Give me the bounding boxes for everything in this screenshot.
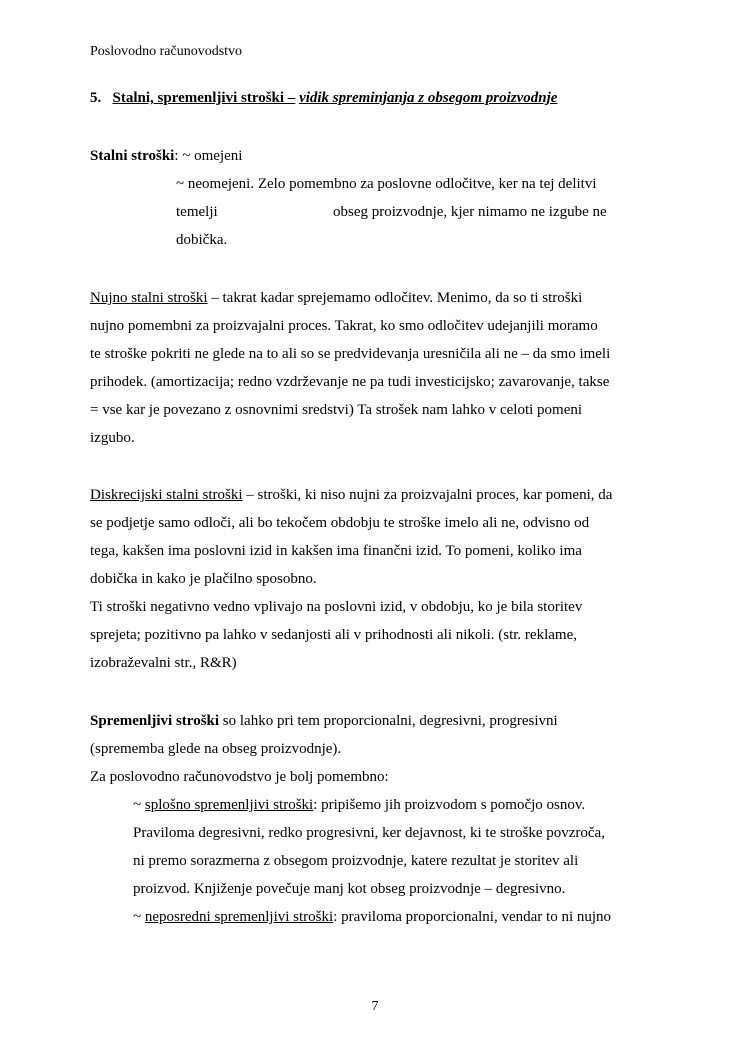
stalni-term: Stalni stroški — [90, 148, 175, 164]
section-heading — [90, 89, 557, 107]
nujno-line1-text: – takrat kadar sprejemamo odločitev. Menimo, da so ti stroški — [207, 290, 583, 306]
spremenljivi-line-3: Za poslovodno računovodstvo je bolj pomembno: — [90, 769, 389, 785]
diskrecijski-line-2: se podjetje samo odloči, ali bo tekočem obdobju te stroške imelo ali ne, odvisno od — [90, 515, 590, 531]
nujno-line-2: nujno pomembni za proizvajalni proces. Takrat, ko smo odločitev udejanjili moramo — [90, 318, 598, 334]
diskrecijski-line-4: dobička in kako je plačilno sposobno. — [90, 571, 317, 587]
diskrecijski-term: Diskrecijski stalni stroški — [90, 487, 243, 503]
nujno-line-1 — [90, 289, 582, 307]
spremenljivi-term: Spremenljivi stroški — [90, 713, 220, 729]
section-title-italic: vidik spreminjanja z obsegom proizvodnje — [299, 90, 558, 106]
nujno-term: Nujno stalni stroški — [90, 290, 208, 306]
stalni-line-1 — [90, 147, 242, 165]
splosno-prefix: ~ — [133, 797, 145, 813]
page-number: 7 — [371, 999, 379, 1014]
splosno-item-line-4: proizvod. Knjiženje povečuje manj kot obseg proizvodnje – degresivno. — [133, 881, 566, 897]
neposredni-item-line-1 — [133, 908, 611, 926]
splosno-term: splošno spremenljivi stroški — [144, 797, 314, 813]
spremenljivi-line-1 — [90, 712, 558, 730]
neposredni-term: neposredni spremenljivi stroški — [144, 909, 334, 925]
splosno-item-line-3: ni premo sorazmerna z obsegom proizvodnje, katere rezultat je storitev ali — [133, 853, 579, 869]
stalni-line1-text: : ~ omejeni — [174, 148, 243, 164]
stalni-line-4: dobička. — [176, 232, 228, 248]
diskrecijski-line-5: Ti stroški negativno vedno vplivajo na poslovni izid, v obdobju, ko je bila storitev — [90, 599, 583, 615]
stalni-line-3a: temelji — [176, 204, 218, 220]
nujno-line-5: = vse kar je povezano z osnovnimi sredstvi) Ta strošek nam lahko v celoti pomeni — [90, 402, 583, 418]
diskrecijski-line-3: tega, kakšen ima poslovni izid in kakšen ima finančni izid. To pomeni, koliko ima — [90, 543, 582, 559]
nujno-line-3: te stroške pokriti ne glede na to ali so se predvidevanja uresničila ali ne – da smo imeli — [90, 346, 611, 362]
diskrecijski-line-6: sprejeta; pozitivno pa lahko v sedanjosti ali v prihodnosti ali nikoli. (str. reklame, — [90, 627, 577, 643]
stalni-line-3b: obseg proizvodnje, kjer nimamo ne izgube ne — [333, 204, 607, 220]
spremenljivi-line-2: (sprememba glede na obseg proizvodnje). — [90, 741, 342, 757]
diskrecijski-line-7: izobraževalni str., R&R) — [90, 655, 237, 671]
diskrecijski-line1-text: – stroški, ki niso nujni za proizvajalni proces, kar pomeni, da — [242, 487, 613, 503]
section-title-bold: Stalni, spremenljivi stroški – — [112, 90, 296, 106]
splosno-item-line-1 — [133, 796, 585, 814]
splosno-item-line-2: Praviloma degresivni, redko progresivni, ker dejavnost, ki te stroške povzroča, — [133, 825, 605, 841]
running-header: Poslovodno računovodstvo — [90, 44, 243, 59]
neposredni-prefix: ~ — [133, 909, 145, 925]
splosno-line1-text: : pripišemo jih proizvodom s pomočjo osnov. — [313, 797, 586, 813]
spremenljivi-line1-text: so lahko pri tem proporcionalni, degresivni, progresivni — [219, 713, 558, 729]
nujno-line-6: izgubo. — [90, 430, 135, 446]
neposredni-line1-text: : praviloma proporcionalni, vendar to ni nujno — [333, 909, 612, 925]
nujno-line-4: prihodek. (amortizacija; redno vzdrževanje ne pa tudi investicijsko; zavarovanje, takse — [90, 374, 610, 390]
diskrecijski-line-1 — [90, 486, 612, 504]
stalni-line-2: ~ neomejeni. Zelo pomembno za poslovne odločitve, ker na tej delitvi — [176, 176, 597, 192]
section-number: 5. — [90, 90, 102, 106]
